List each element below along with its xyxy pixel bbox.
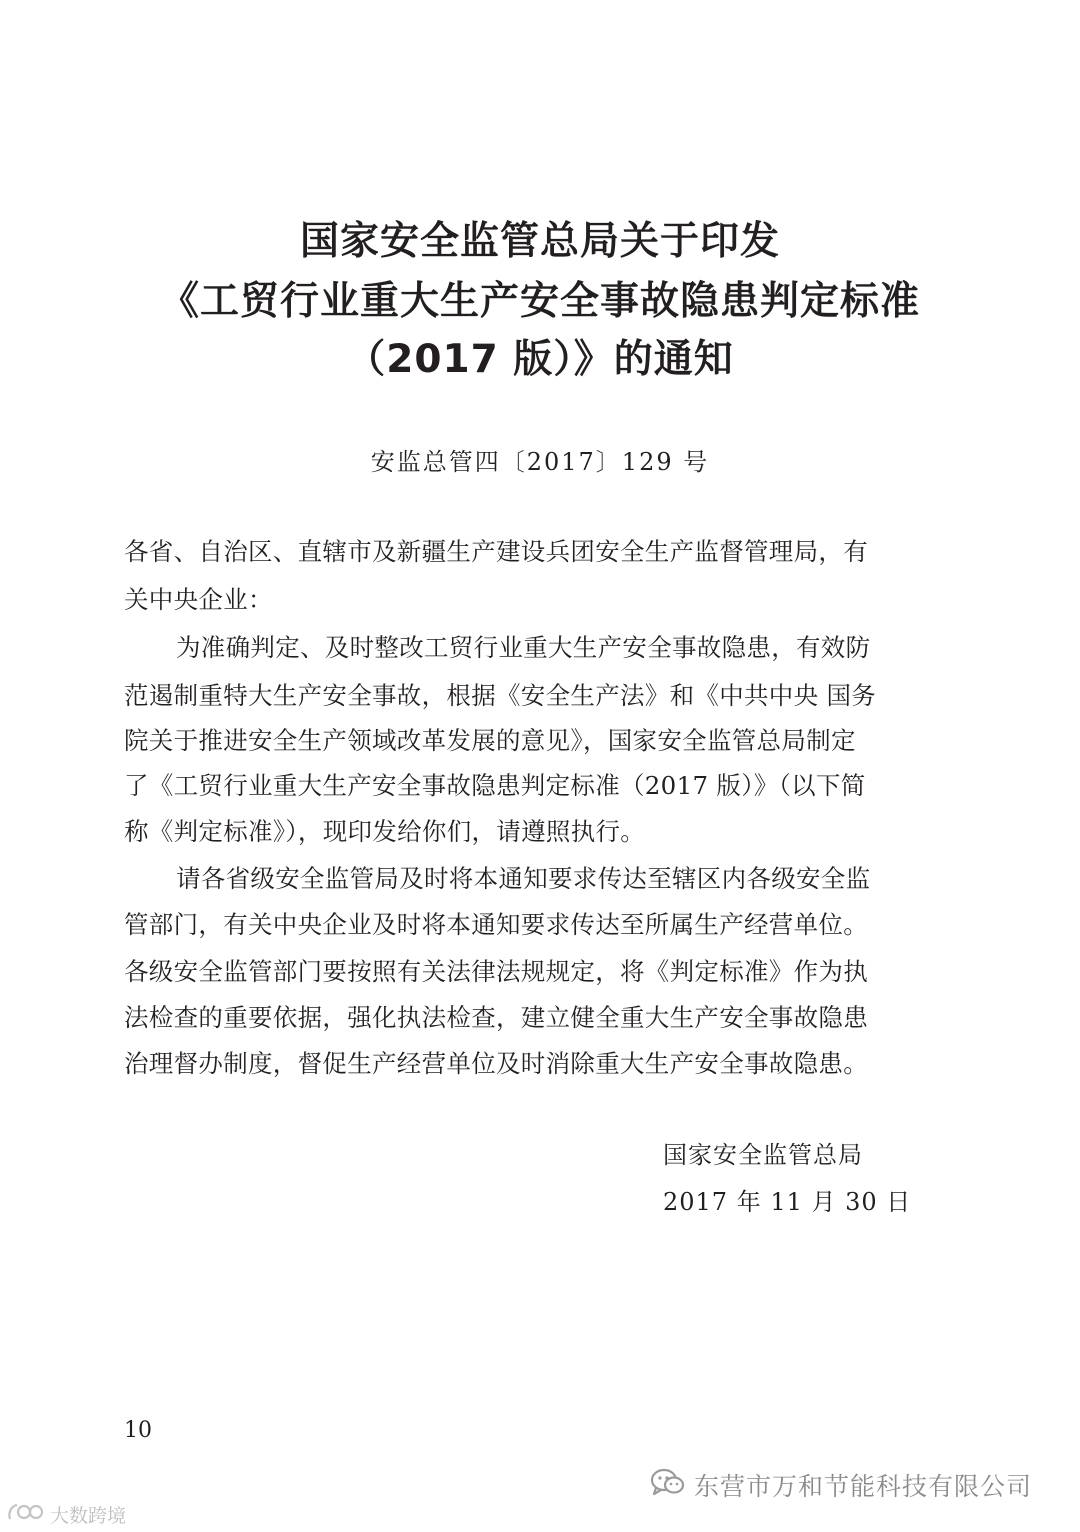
watermark-company: [650, 1468, 1032, 1502]
title-line-3: （2017 版）》的通知: [346, 337, 734, 382]
page-number: 10: [124, 1418, 152, 1443]
title-line-1: 国家安全监管总局关于印发: [299, 219, 780, 264]
logo-icon: [6, 1501, 46, 1528]
wechat-icon: [650, 1467, 686, 1503]
body-line: 院关于推进安全生产领域改革发展的意见》，国家安全监管总局制定: [124, 726, 856, 755]
body-line: 为准确判定、及时整改工贸行业重大生产安全事故隐患，有效防: [176, 633, 871, 662]
body-line: 范遏制重特大生产安全事故，根据《安全生产法》和《中共中央 国务: [124, 681, 877, 710]
body-line: 各省、自治区、直辖市及新疆生产建设兵团安全生产监督管理局，有: [124, 537, 868, 566]
body-line: 请各省级安全监管局及时将本通知要求传达至辖区内各级安全监: [176, 864, 871, 893]
body-line: 了《工贸行业重大生产安全事故隐患判定标准（2017 版）》（以下简: [124, 771, 866, 800]
body-line: 各级安全监管部门要按照有关法律法规规定，将《判定标准》作为执: [124, 957, 868, 986]
body-line: 称《判定标准》），现印发给你们，请遵照执行。: [124, 817, 646, 846]
body-line: 关中央企业：: [124, 585, 273, 614]
signature-org: 国家安全监管总局: [663, 1141, 863, 1169]
body-line: 管部门，有关中央企业及时将本通知要求传达至所属生产经营单位。: [124, 910, 868, 939]
body-line: 治理督办制度，督促生产经营单位及时消除重大生产安全事故隐患。: [124, 1049, 868, 1078]
watermark-source: [6, 1500, 126, 1528]
document-number: 安监总管四〔2017〕129 号: [370, 448, 710, 476]
body-line: 法检查的重要依据，强化执法检查，建立健全重大生产安全事故隐患: [124, 1003, 868, 1032]
title-line-2: 《工贸行业重大生产安全事故隐患判定标准: [159, 279, 920, 324]
watermark-source-text: 大数跨境: [50, 1504, 127, 1527]
signature-date: 2017 年 11 月 30 日: [663, 1188, 912, 1216]
watermark-company-text: 东营市万和节能科技有限公司: [694, 1472, 1033, 1501]
